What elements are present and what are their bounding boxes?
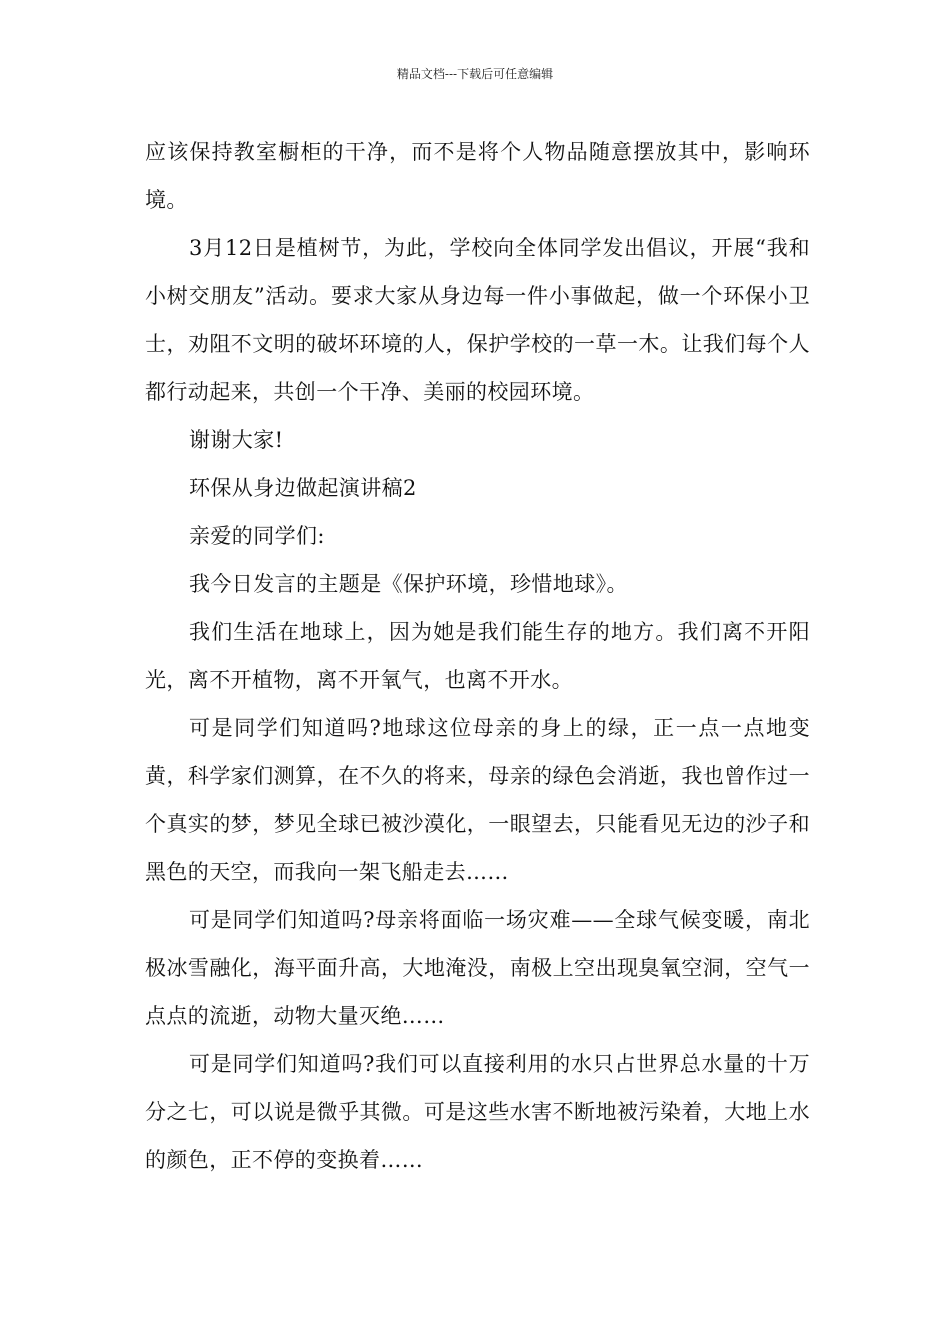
paragraph-earth: 我们生活在地球上，因为她是我们能生存的地方。我们离不开阳光，离不开植物，离不开氧气，也离不开水。 <box>145 620 810 692</box>
paragraph-thanks: 谢谢大家! <box>189 428 284 452</box>
paragraph-topic: 我今日发言的主题是《保护环境，珍惜地球》。 <box>189 572 628 596</box>
speech-title: 环保从身边做起演讲稿2 <box>189 476 417 500</box>
paragraph-climate: 可是同学们知道吗?母亲将面临一场灾难——全球气候变暖，南北极冰雪融化，海平面升高，大地淹没，南极上空出现臭氧空洞，空气一点点的流逝，动物大量灭绝…… <box>145 908 810 1028</box>
document-body <box>145 128 810 1184</box>
paragraph-water: 可是同学们知道吗?我们可以直接利用的水只占世界总水量的十万分之七，可以说是微乎其微。可是这些水害不断地被污染着，大地上水的颜色，正不停的变换着…… <box>145 1052 810 1172</box>
paragraph-continuation: 应该保持教室橱柜的干净，而不是将个人物品随意摆放其中，影响环境。 <box>145 140 810 212</box>
paragraph-green: 可是同学们知道吗?地球这位母亲的身上的绿，正一点一点地变黄，科学家们测算，在不久的将来，母亲的绿色会消逝，我也曾作过一个真实的梦，梦见全球已被沙漠化，一眼望去，只能看见无边的沙子和黑色的天空，而我向一架飞船走去…… <box>145 716 810 884</box>
page-header: 精品文档---下载后可任意编辑 <box>396 67 554 81</box>
paragraph-greeting: 亲爱的同学们: <box>189 524 325 548</box>
paragraph-arbor-day: 3月12日是植树节，为此，学校向全体同学发出倡议，开展“我和小树交朋友”活动。要求大家从身边每一件小事做起，做一个环保小卫士，劝阻不文明的破坏环境的人，保护学校的一草一木。让我们每个人都行动起来，共创一个干净、美丽的校园环境。 <box>145 236 810 404</box>
